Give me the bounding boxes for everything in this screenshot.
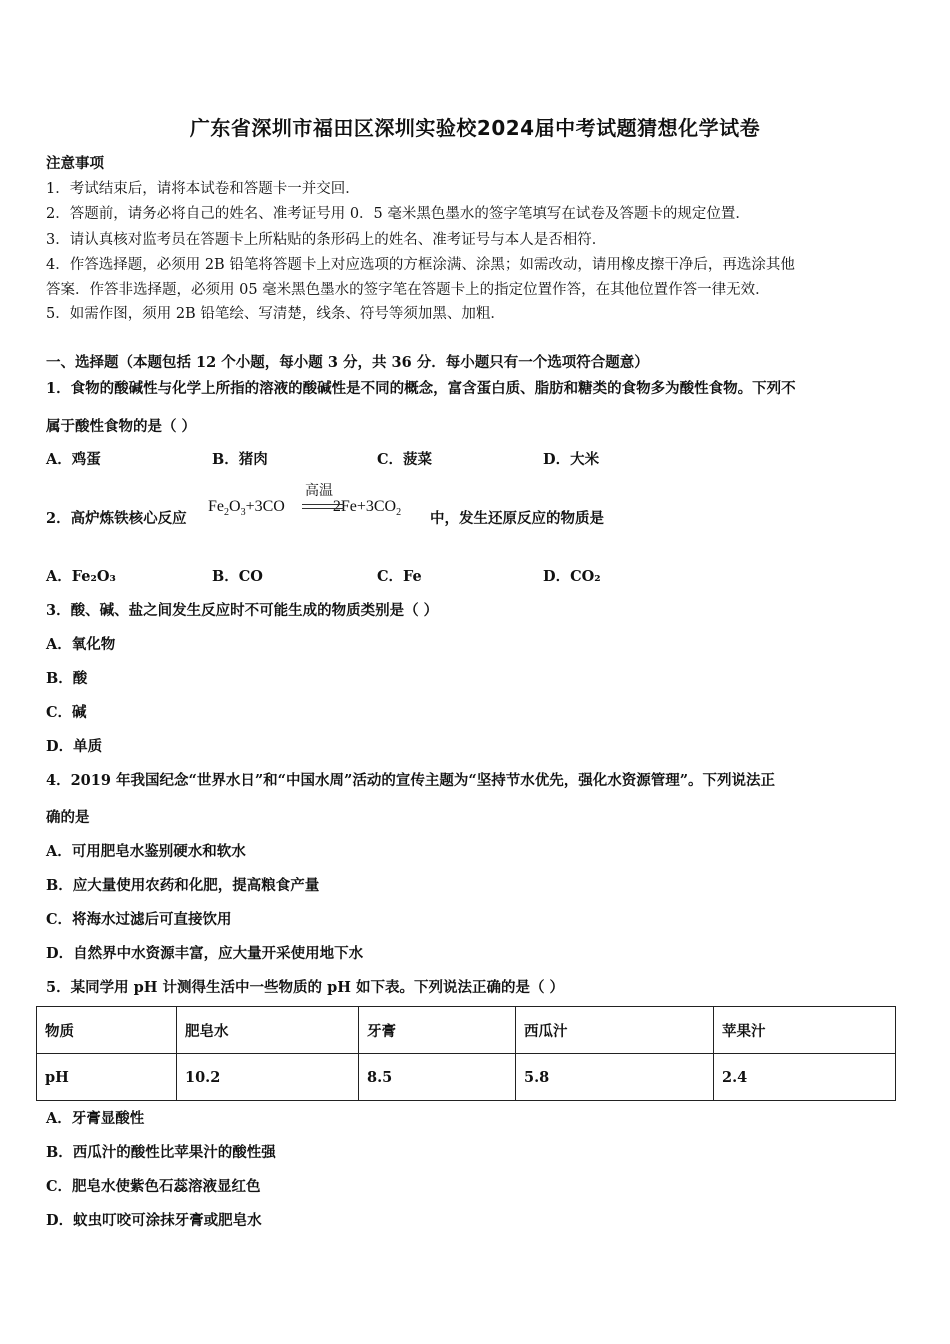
option-d[interactable]: D．蚊虫叮咬可涂抹牙膏或肥皂水 [46, 1212, 262, 1229]
notice-heading: 注意事项 [46, 155, 104, 172]
table-cell: pH [37, 1054, 177, 1101]
option-b[interactable]: B．应大量使用农药和化肥，提高粮食产量 [46, 877, 320, 894]
option-d[interactable]: D．自然界中水资源丰富，应大量开采使用地下水 [46, 945, 364, 962]
option-c[interactable]: C．碱 [46, 704, 87, 721]
option-b[interactable]: B．猪肉 [212, 451, 268, 468]
table-cell: 物质 [37, 1007, 177, 1054]
eq-left: $Fe_2O_3+3CO$ [208, 498, 285, 519]
question-3-stem: 3．酸、碱、盐之间发生反应时不可能生成的物质类别是（ ） [46, 602, 439, 619]
option-b[interactable]: B．酸 [46, 670, 88, 687]
notice-line: 答案．作答非选择题，必须用 05 毫米黑色墨水的签字笔在答题卡上的指定位置作答，在其他位置作答一律无效． [46, 282, 770, 298]
eq-right: $2Fe+3CO_2$ [332, 498, 402, 519]
equation-bar [302, 508, 344, 509]
ph-table [36, 1006, 896, 1101]
option-c[interactable]: C．菠菜 [377, 451, 433, 468]
option-c[interactable]: C．将海水过滤后可直接饮用 [46, 911, 232, 928]
section-heading: 一、选择题（本题包括 12 个小题，每小题 3 分，共 36 分．每小题只有一个选项符合题意） [46, 354, 649, 371]
table-cell: 10.2 [177, 1054, 359, 1101]
question-5-stem: 5．某同学用 pH 计测得生活中一些物质的 pH 如下表。下列说法正确的是（ ） [46, 979, 565, 996]
notice-line: 4．作答选择题，必须用 2B 铅笔将答题卡上对应选项的方框涂满、涂黑；如需改动，请用橡皮擦干净后，再选涂其他 [46, 257, 795, 273]
option-a[interactable]: A．Fe₂O₃ [46, 568, 116, 585]
option-c[interactable]: C．肥皂水使紫色石蕊溶液显红色 [46, 1178, 261, 1195]
table-cell: 苹果汁 [714, 1007, 896, 1054]
table-header-row [37, 1007, 896, 1054]
notice-line: 5．如需作图，须用 2B 铅笔绘、写清楚，线条、符号等须加黑、加粗． [46, 306, 505, 322]
notice-line: 3．请认真核对监考员在答题卡上所粘贴的条形码上的姓名、准考证号与本人是否相符． [46, 232, 607, 248]
equation-bar [302, 504, 344, 505]
option-b[interactable]: B．CO [212, 568, 263, 585]
question-2-suffix: 中，发生还原反应的物质是 [430, 510, 604, 527]
question-2-prefix: 2．高炉炼铁核心反应 [46, 510, 187, 527]
option-a[interactable]: A．牙膏显酸性 [46, 1110, 145, 1127]
page-title: 广东省深圳市福田区深圳实验校2024届中考试题猜想化学试卷 [189, 116, 761, 140]
reaction-condition: 高温 [305, 483, 333, 499]
option-a[interactable]: A．鸡蛋 [46, 451, 101, 468]
option-d[interactable]: D．单质 [46, 738, 103, 755]
option-d[interactable]: D．大米 [543, 451, 600, 468]
table-cell: 牙膏 [359, 1007, 516, 1054]
table-cell: 5.8 [516, 1054, 714, 1101]
table-cell: 西瓜汁 [516, 1007, 714, 1054]
question-1-stem: 1．食物的酸碱性与化学上所指的溶液的酸碱性是不同的概念，富含蛋白质、脂肪和糖类的食物多为酸性食物。下列不 [46, 380, 796, 397]
table-cell: 8.5 [359, 1054, 516, 1101]
option-a[interactable]: A．可用肥皂水鉴别硬水和软水 [46, 843, 246, 860]
option-a[interactable]: A．氧化物 [46, 636, 116, 653]
question-4-stem-cont: 确的是 [46, 809, 90, 826]
notice-line: 2．答题前，请务必将自己的姓名、准考证号用 0．5 毫米黑色墨水的签字笔填写在试卷及答题卡的规定位置． [46, 206, 750, 222]
question-4-stem: 4．2019 年我国纪念“世界水日”和“中国水周”活动的宣传主题为“坚持节水优先，强化水资源管理”。下列说法正 [46, 772, 776, 789]
notice-line: 1．考试结束后，请将本试卷和答题卡一并交回． [46, 181, 360, 197]
table-row [37, 1054, 896, 1101]
option-b[interactable]: B．西瓜汁的酸性比苹果汁的酸性强 [46, 1144, 276, 1161]
question-1-stem-cont: 属于酸性食物的是（ ） [46, 418, 197, 435]
option-d[interactable]: D．CO₂ [543, 568, 601, 585]
option-c[interactable]: C．Fe [377, 568, 422, 585]
table-cell: 肥皂水 [177, 1007, 359, 1054]
table-cell: 2.4 [714, 1054, 896, 1101]
